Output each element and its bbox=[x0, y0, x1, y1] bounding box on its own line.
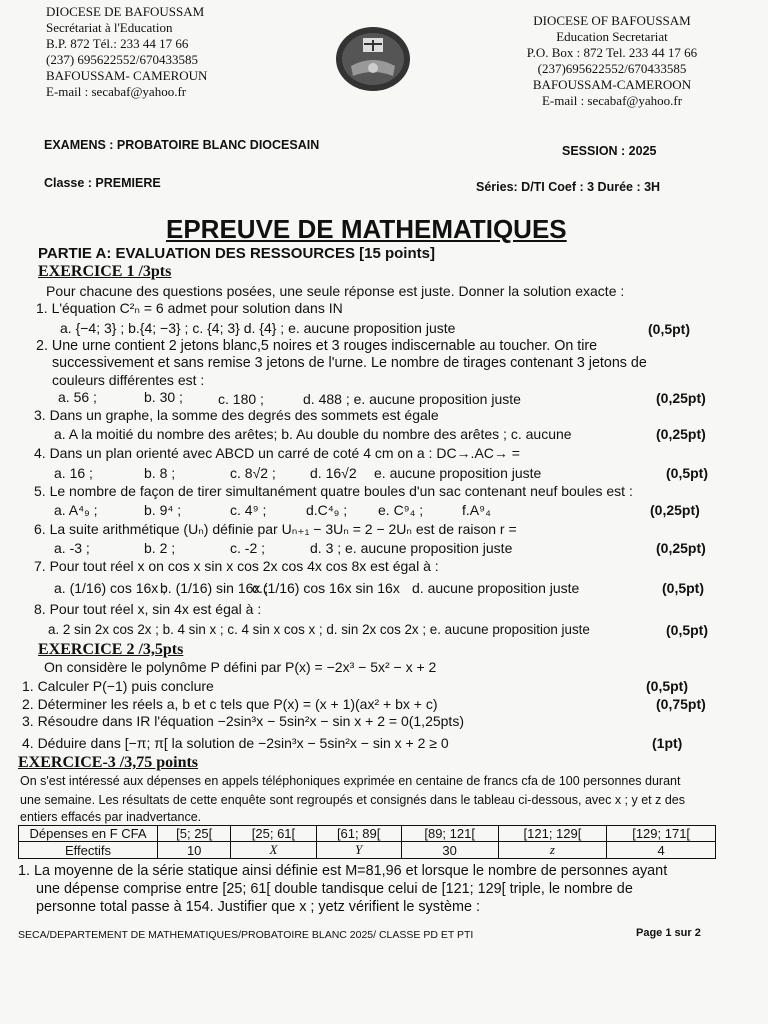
question-2-points: (0,25pt) bbox=[656, 390, 706, 406]
table-cell: Effectifs bbox=[19, 842, 158, 859]
question-1-points: (0,5pt) bbox=[648, 321, 690, 337]
exercise-1-intro: Pour chacune des questions posées, une seule réponse est juste. Donner la solution exacte : bbox=[46, 283, 625, 299]
table-cell: [89; 121[ bbox=[401, 826, 498, 842]
question-6-option: b. 2 ; bbox=[144, 540, 176, 556]
ex2-question-2-points: (0,75pt) bbox=[656, 696, 706, 712]
ex3-question-1-line: une dépense comprise entre [25; 61[ double tandisque celui de [121; 129[ triple, le nombre de bbox=[36, 881, 633, 897]
table-cell: Dépenses en F CFA bbox=[19, 826, 158, 842]
header-right-line: E-mail : secabaf@yahoo.fr bbox=[541, 93, 683, 108]
question-5-option: d.C⁴₉ ; bbox=[306, 502, 348, 518]
exercise-2-intro: On considère le polynôme P défini par P(x) = −2x³ − 5x² − x + 2 bbox=[44, 659, 437, 675]
table-cell: 30 bbox=[401, 842, 498, 859]
question-7: 7. Pour tout réel x on cos x sin x cos 2x cos 4x cos 8x est égal à : bbox=[34, 558, 439, 574]
frequency-table bbox=[18, 825, 716, 859]
exercise-3-intro: une semaine. Les résultats de cette enquête sont regroupés et consignés dans le tableau ci-dessous, avec x ; y et z des bbox=[20, 793, 685, 807]
question-1-options: a. {−4; 3} ; b.{4; −3} ; c. {4; 3} d. {4} ; e. aucune proposition juste bbox=[60, 320, 456, 336]
question-8: 8. Pour tout réel x, sin 4x est égal à : bbox=[34, 601, 262, 617]
table-cell: X bbox=[231, 842, 316, 859]
question-8-points: (0,5pt) bbox=[666, 622, 708, 638]
question-5-option: c. 4⁹ ; bbox=[230, 502, 267, 518]
session-label: SESSION : 2025 bbox=[562, 144, 657, 158]
question-2-option: d. 488 ; e. aucune proposition juste bbox=[303, 391, 521, 407]
header-left-line: Secrétariat à l'Education bbox=[46, 20, 173, 35]
question-4-option: e. aucune proposition juste bbox=[374, 465, 542, 481]
ex2-question-1-points: (0,5pt) bbox=[646, 678, 688, 694]
question-4: 4. Dans un plan orienté avec ABCD un carré de coté 4 cm on a : DC→.AC→ = bbox=[34, 445, 520, 461]
question-2: 2. Une urne contient 2 jetons blanc,5 noires et 3 rouges indiscernable au toucher. On tire bbox=[36, 338, 598, 354]
part-a-heading: PARTIE A: EVALUATION DES RESSOURCES [15 points] bbox=[38, 245, 435, 262]
header-right-line: (237)695622552/670433585 bbox=[537, 61, 687, 76]
question-4-option: b. 8 ; bbox=[144, 465, 176, 481]
ex3-question-1: 1. La moyenne de la série statique ainsi définie est M=81,96 et lorsque le nombre de personnes ayant bbox=[18, 863, 668, 879]
table-cell: [25; 61[ bbox=[231, 826, 316, 842]
exercise-2-title: EXERCICE 2 /3,5pts bbox=[38, 641, 184, 658]
question-4-option: a. 16 ; bbox=[54, 465, 93, 481]
question-4-option: d. 16√2 bbox=[310, 465, 357, 481]
question-5-option: b. 9⁴ ; bbox=[144, 502, 182, 518]
diocese-seal-logo bbox=[333, 24, 413, 94]
question-3-options: a. A la moitié du nombre des arêtes; b. Au double du nombre des arêtes ; c. aucune bbox=[54, 426, 572, 442]
table-cell: Y bbox=[316, 842, 401, 859]
ex3-question-1-line: personne total passe à 154. Justifier que x ; yetz vérifient le système : bbox=[36, 899, 480, 915]
ex2-question-4: 4. Déduire dans [−π; π[ la solution de −2sin³x − 5sin²x − sin x + 2 ≥ 0 bbox=[22, 735, 449, 751]
question-6: 6. La suite arithmétique (Uₙ) définie par Uₙ₊₁ − 3Uₙ = 2 − 2Uₙ est de raison r = bbox=[34, 521, 517, 537]
question-2-line: successivement et sans remise 3 jetons de l'urne. Le nombre de tirages contenant 3 jetons de bbox=[52, 355, 647, 371]
table-cell: z bbox=[498, 842, 607, 859]
question-3: 3. Dans un graphe, la somme des degrés des sommets est égale bbox=[34, 407, 439, 423]
header-right bbox=[516, 13, 708, 109]
question-5-option: f.A⁹₄ bbox=[462, 502, 491, 518]
question-4-option: c. 8√2 ; bbox=[230, 465, 276, 481]
question-2-option: c. 180 ; bbox=[218, 391, 264, 407]
question-8-options: a. 2 sin 2x cos 2x ; b. 4 sin x ; c. 4 sin x cos x ; d. sin 2x cos 2x ; e. aucune proposition juste bbox=[48, 622, 590, 637]
table-cell: [61; 89[ bbox=[316, 826, 401, 842]
header-right-line: BAFOUSSAM-CAMEROON bbox=[532, 77, 692, 92]
class-label: Classe : PREMIERE bbox=[44, 176, 161, 190]
question-7-points: (0,5pt) bbox=[662, 580, 704, 596]
series-label: Séries: D/TI Coef : 3 Durée : 3H bbox=[476, 180, 661, 194]
exercise-1-title: EXERCICE 1 /3pts bbox=[38, 263, 172, 280]
table-row bbox=[19, 842, 716, 859]
question-7-option: b. (1/16) sin 16x ; bbox=[160, 580, 269, 596]
table-cell: [5; 25[ bbox=[158, 826, 231, 842]
question-7-option: a. (1/16) cos 16x ; bbox=[54, 580, 167, 596]
question-4-points: (0,5pt) bbox=[666, 465, 708, 481]
question-5-points: (0,25pt) bbox=[650, 502, 700, 518]
exercise-3-intro: On s'est intéressé aux dépenses en appels téléphoniques exprimée en centaine de francs cfa de 100 personnes durant bbox=[20, 774, 681, 788]
table-cell: 10 bbox=[158, 842, 231, 859]
question-2-option: b. 30 ; bbox=[144, 389, 183, 405]
question-6-option: d. 3 ; e. aucune proposition juste bbox=[310, 540, 513, 556]
question-2-line: couleurs différentes est : bbox=[52, 372, 205, 388]
ex2-question-2: 2. Déterminer les réels a, b et c tels que P(x) = (x + 1)(ax² + bx + c) bbox=[22, 696, 438, 712]
header-right-line: DIOCESE OF BAFOUSSAM bbox=[533, 13, 691, 28]
data-table bbox=[18, 825, 716, 859]
header-right-line: Education Secretariat bbox=[556, 29, 668, 44]
question-6-option: a. -3 ; bbox=[54, 540, 90, 556]
header-right-line: P.O. Box : 872 Tel. 233 44 17 66 bbox=[526, 45, 698, 60]
question-3-points: (0,25pt) bbox=[656, 426, 706, 442]
question-6-option: c. -2 ; bbox=[230, 540, 266, 556]
table-cell: [121; 129[ bbox=[498, 826, 607, 842]
page-title: EPREUVE DE MATHEMATIQUES bbox=[166, 214, 567, 244]
ex2-question-1: 1. Calculer P(−1) puis conclure bbox=[22, 678, 214, 694]
ex2-question-4-points: (1pt) bbox=[652, 735, 683, 751]
table-cell: 4 bbox=[607, 842, 716, 859]
question-1: 1. L'équation C²ₙ = 6 admet pour solution dans IN bbox=[36, 300, 343, 316]
question-5-option: e. C⁹₄ ; bbox=[378, 502, 424, 518]
exercise-3-title: EXERCICE-3 /3,75 points bbox=[18, 754, 199, 771]
table-row bbox=[19, 826, 716, 842]
header-left-line: BAFOUSSAM- CAMEROUN bbox=[46, 68, 208, 83]
table-cell: [129; 171[ bbox=[607, 826, 716, 842]
header-left-line: (237) 695622552/670433585 bbox=[46, 52, 199, 67]
header-left-line: E-mail : secabaf@yahoo.fr bbox=[46, 84, 187, 99]
exam-type: EXAMENS : PROBATOIRE BLANC DIOCESAIN bbox=[44, 138, 320, 152]
header-left bbox=[46, 4, 207, 100]
header-left-line: B.P. 872 Tél.: 233 44 17 66 bbox=[46, 36, 189, 51]
exercise-3-intro: entiers effacés par inadvertance. bbox=[20, 810, 202, 824]
question-5: 5. Le nombre de façon de tirer simultanément quatre boules d'un sac contenant neuf boules est : bbox=[34, 483, 633, 499]
question-7-option: c.(1/16) cos 16x sin 16x bbox=[252, 580, 400, 596]
header-left-line: DIOCESE DE BAFOUSSAM bbox=[46, 4, 205, 19]
question-5-option: a. A⁴₉ ; bbox=[54, 502, 98, 518]
footer-department: SECA/DEPARTEMENT DE MATHEMATIQUES/PROBATOIRE BLANC 2025/ CLASSE PD ET PTI bbox=[18, 929, 474, 941]
question-2-option: a. 56 ; bbox=[58, 389, 97, 405]
ex2-question-3: 3. Résoudre dans IR l'équation −2sin³x − 5sin²x − sin x + 2 = 0(1,25pts) bbox=[22, 713, 464, 729]
question-7-option: d. aucune proposition juste bbox=[412, 580, 580, 596]
page-number: Page 1 sur 2 bbox=[636, 927, 701, 939]
question-6-points: (0,25pt) bbox=[656, 540, 706, 556]
